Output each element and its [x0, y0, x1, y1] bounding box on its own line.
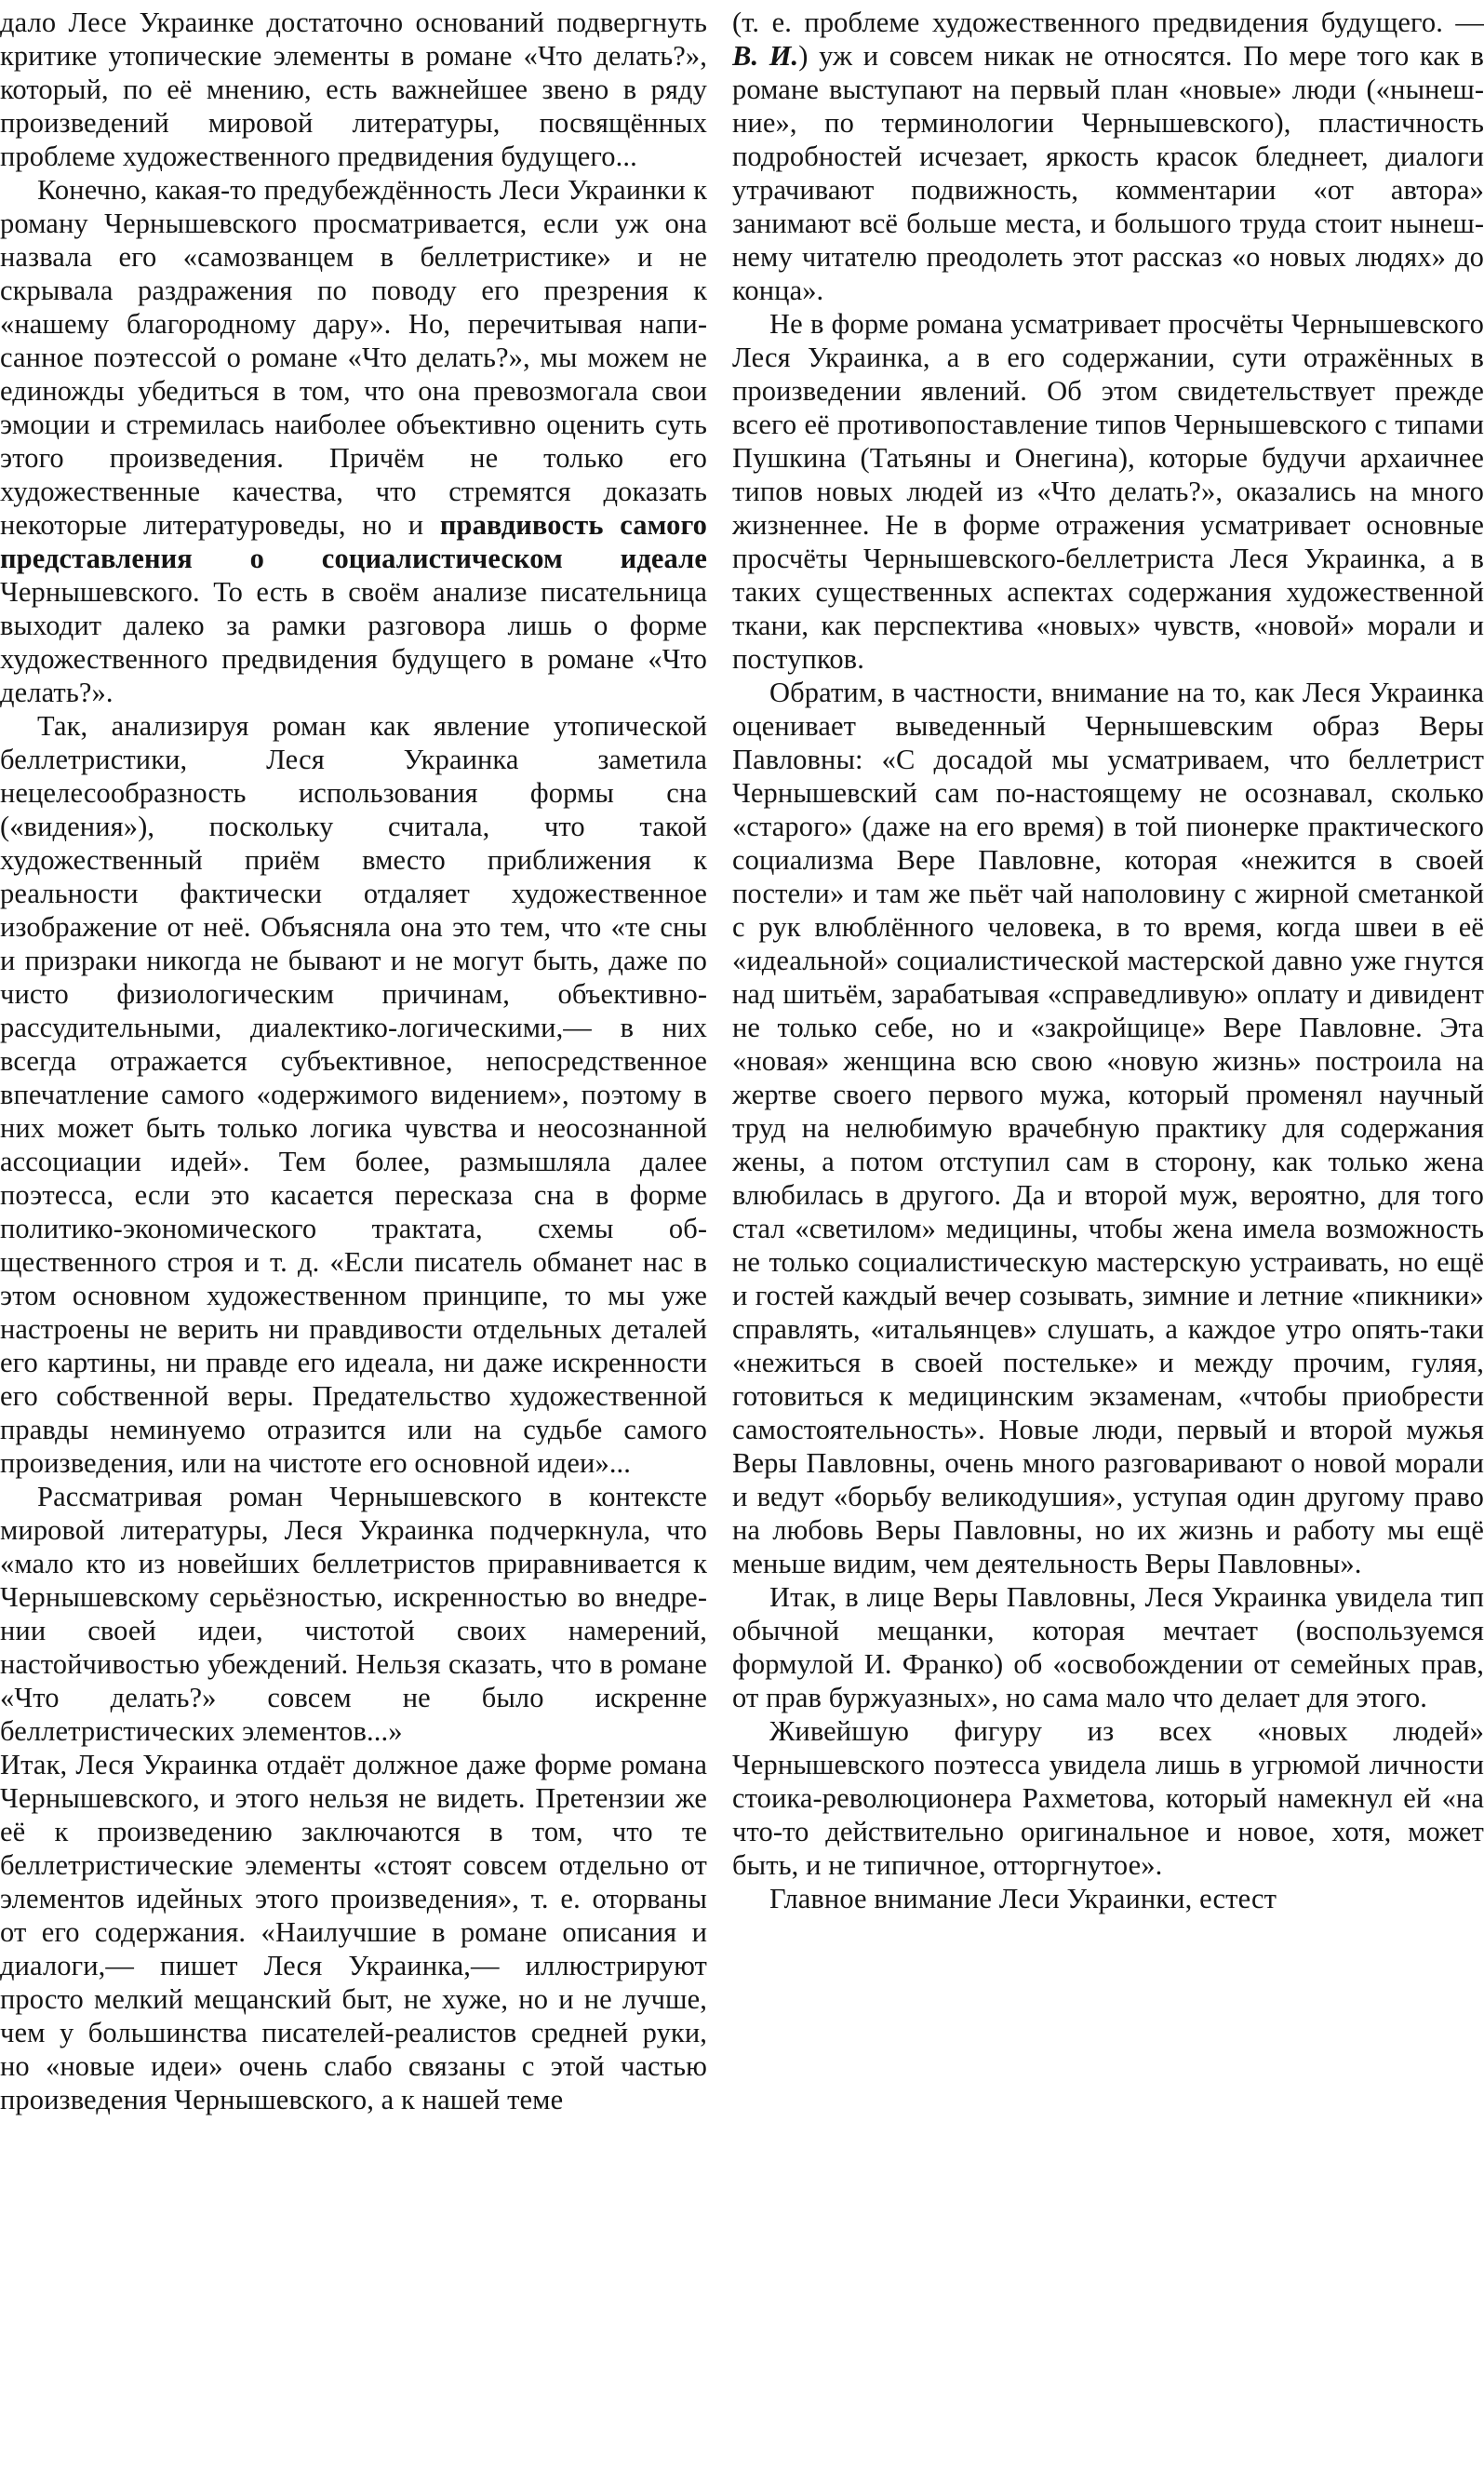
paragraph-text: ) уж и совсем никак не относятся. По мере того как в романе выступают на первый план «новые» люди («нынешние», по терминологии Чернышевского), пластичность подробностей исчезает, яркость красок бледнеет, диалоги утрачивают подвижность, комментарии «от автора» занимают всё больше места, и большого труда стоит нынешнему читателю преодолеть этот рассказ «о новых людях» до конца».	[732, 40, 1484, 306]
left-text-column	[0, 6, 707, 2484]
paragraph: Не в форме романа усматривает просчёты Чернышевского Леся Украинка, а в его содержании, сути отражённых в произведении явлений. Об этом свидетельствует прежде всего её противопоставление типов Чернышевского с типами Пушкина (Татьяны и Онегина), которые будучи архаичнее типов новых людей из «Что делать?», оказались на много жизненнее. Не в форме отражения усматривает основные просчёты Чернышевского-беллетриста Леся Украинка, а в таких существенных аспектах содержания художественной ткани, как перспектива «новых» чувств, «новой» морали и поступков.	[732, 308, 1484, 675]
paragraph	[732, 6, 1484, 307]
paragraph	[0, 173, 707, 709]
paragraph: Итак, в лице Веры Павловны, Леся Украинка увидела тип обычной мещанки, которая мечтает (воспользуемся формулой И. Франко) об «освобождении от семейных прав, от прав буржуазных», но сама мало что делает для этого.	[732, 1581, 1484, 1713]
author-initials: В. И.	[732, 40, 799, 72]
paragraph: Итак, Леся Украинка отдаёт должное даже форме романа Чернышевского, и этого нельзя не видеть. Претензии же её к произведению заключаются в том, что те беллетристические элементы «стоят совсем отдельно от элементов идейных этого произведения», т. е. оторваны от его содержания. «Наилучшие в романе описания и диалоги,— пишет Леся Украинка,— иллюстрируют просто мелкий мещанский быт, не хуже, но и не лучше, чем у большинства писателей-реалистов средней руки, но «новые идеи» очень слабо связаны с этой частью произведения Чернышевского, а к нашей теме	[0, 1749, 707, 2115]
paragraph: Живейшую фигуру из всех «новых людей» Чернышевского поэтесса увидела лишь в угрюмой личности стоика-революционера Рахметова, который намекнул ей «на что-то действительно оригинальное и новое, хотя, может быть, и не типичное, отторгнутое».	[732, 1715, 1484, 1881]
paragraph: Рассматривая роман Чернышевского в контексте мировой литературы, Леся Украинка подчеркнула, что «мало кто из новейших беллетристов приравнивается к Чернышевскому серьёзностью, искренностью во внедрении своей идеи, чистотой своих намерений, настойчивостью убеждений. Нельзя сказать, что в романе «Что делать?» совсем не было искренне беллетристических элементов...»	[0, 1481, 707, 1747]
paragraph: Главное внимание Леси Украинки, естест	[769, 1883, 1277, 1914]
paragraph-text: (т. е. проблеме художественного предвидения будущего. —	[732, 7, 1484, 38]
paragraph: Обратим, в частности, внимание на то, как Леся Украинка оценивает выведенный Чернышевским образ Веры Павловны: «С досадой мы усматриваем, что беллетрист Чернышевский сам по-настоящему не осознавал, сколько «старого» (даже на его время) в той пионерке практического социализма Вере Павловне, которая «нежится в своей постели» и там же пьёт чай наполовину с жирной сметанкой с рук влюблённого человека, в то время, когда швеи в её «идеальной» социалистической мастерской давно уже гнутся над шитьём, зарабатывая «справедливую» оплату и дивидент не только себе, но и «закройщице» Вере Павловне. Эта «новая» женщина всю свою «новую жизнь» построила на жертве своего первого мужа, который променял научный труд на нелюбимую врачебную практику для содержания жены, а потом отступил сам в сторону, как только жена влюбилась в другого. Да и второй муж, вероятно, для того стал «светилом» медицины, чтобы жена имела возможность не только социалистическую мастерскую устраивать, но ещё и гостей каждый вечер созывать, зимние и летние «пикники» справлять, «итальянцев» слушать, а каждое утро опять-таки «нежиться в своей постельке» и между прочим, гуляя, готовиться к медицинским экзаменам, «чтобы приобрести самостоятельность». Новые люди, первый и второй мужья Веры Павловны, очень много разговаривают о новой морали и ведут «борьбу великодушия», уступая один другому право на любовь Веры Павловны, но их жизнь и работу мы ещё меньше видим, чем деятельность Веры Павловны».	[732, 677, 1484, 1579]
bold-emphasis: правдивость самого представления о социалистическом идеале	[0, 509, 707, 574]
paragraph: дало Лесе Украинке достаточно оснований подвергнуть критике утопические элементы в романе «Что делать?», который, по её мнению, есть важнейшее звено в ряду произведений мировой литературы, посвящённых проблеме художественного предвидения будущего...	[0, 7, 707, 172]
paragraph-text: Конечно, какая-то предубеждённость Леси Украинки к роману Чернышевского просматривается, если уж она назвала его «самозванцем в беллетристике» и не скрывала раздражения по поводу его презрения к «нашему благородному дару». Но, перечитывая написанное поэтессой о романе «Что делать?», мы можем не единожды убедиться в том, что она превозмогала свои эмоции и стремилась наиболее объективно оценить суть этого произведения. Причём не только его художественные качества, что стремятся доказать некоторые литературоведы, но и	[0, 174, 707, 541]
paragraph: Так, анализируя роман как явление утопической беллетристики, Леся Украинка заметила нецелесообразность использования формы сна («видения»), поскольку считала, что такой художественный приём вместо приближения к реальности фактически отдаляет художественное изображение от неё. Объясняла она это тем, что «те сны и призраки никогда не бывают и не могут быть, даже по чисто физиологическим причинам, объективнорассудительными, диалектико-логическими,— в них всегда отражается субъективное, непосредственное впечатление самого «одержимого видением», поэтому в них может быть только логика чувства и неосознанной ассоциации идей». Тем более, размышляла далее поэтесса, если это касается пересказа сна в форме политико-экономического трактата, схемы общественного строя и т. д. «Если писатель обманет нас в этом основном художественном принципе, то мы уже настроены не верить ни правдивости отдельных деталей его картины, ни правде его идеала, ни даже искренности его собственной веры. Предательство художественной правды неминуемо отразится или на судьбе самого произведения, или на чистоте его основной идеи»...	[0, 710, 707, 1479]
paragraph-text: Чернышевского. То есть в своём анализе писательница выходит далеко за рамки разговора лишь о форме художественного предвидения будущего в романе «Что делать?».	[0, 576, 707, 708]
right-text-column	[732, 6, 1484, 2484]
